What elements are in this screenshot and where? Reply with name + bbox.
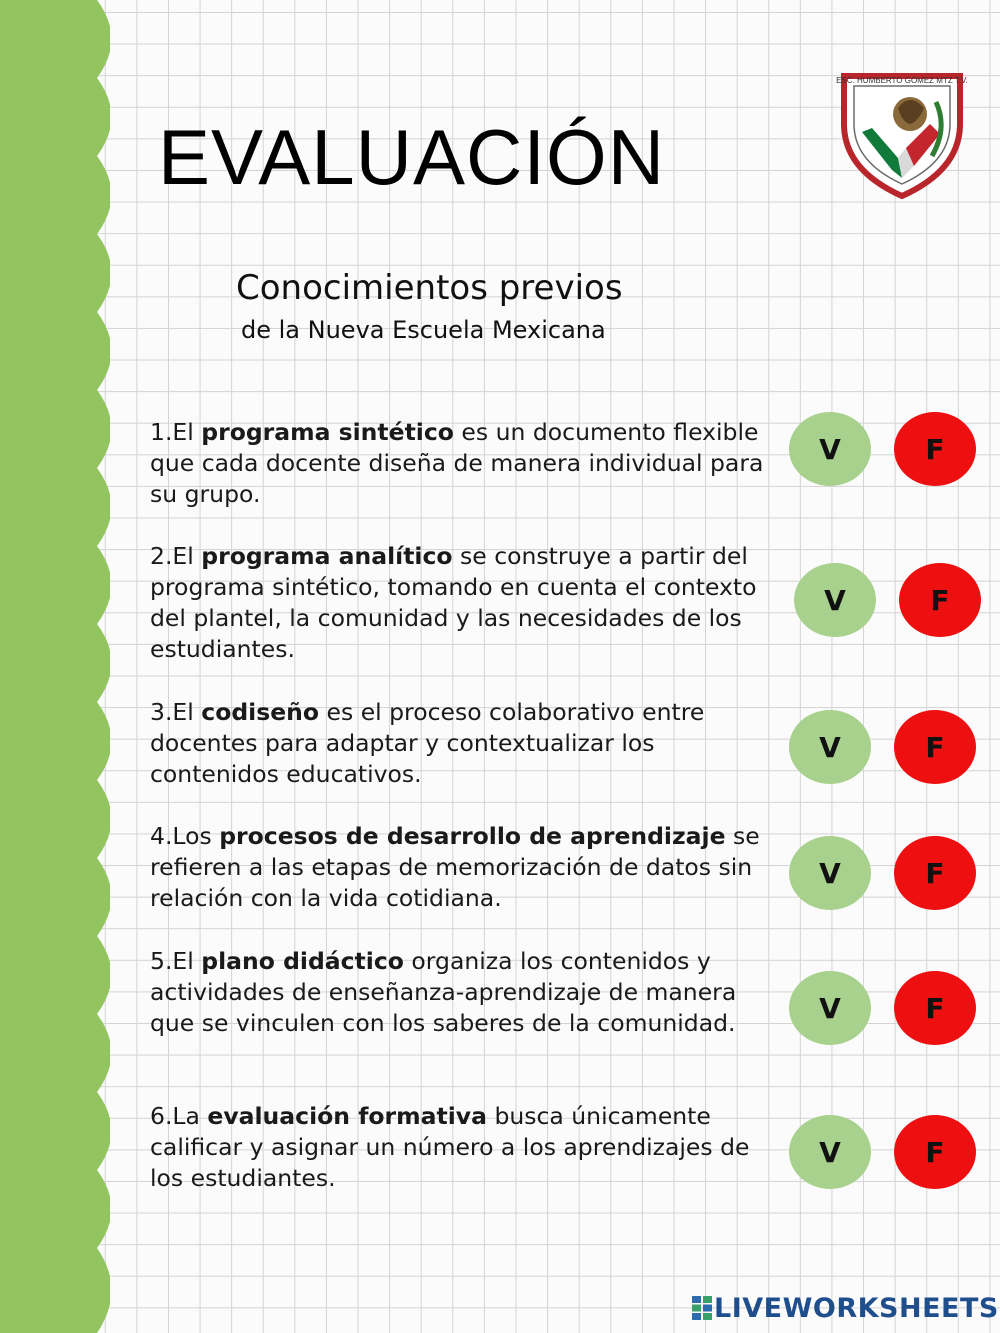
question-text: es el proceso colaborativo entre docentes para adaptar y contextualizar los contenidos educativos. (150, 698, 705, 788)
false-button-5[interactable]: F (894, 971, 976, 1045)
true-button-6[interactable]: V (789, 1115, 871, 1189)
question-text: organiza los contenidos y actividades de enseñanza-aprendizaje de manera que se vinculen con los saberes de la comunidad. (150, 947, 737, 1037)
question-prefix: 6.La (150, 1102, 208, 1130)
true-button-1[interactable]: V (789, 412, 871, 486)
page-title: EVALUACIÓN (158, 113, 666, 201)
question-term: plano didáctico (201, 947, 404, 975)
question-prefix: 2.El (150, 542, 202, 570)
question-5 (150, 946, 780, 1039)
question-prefix: 4.Los (150, 822, 220, 850)
question-text: busca únicamente calificar y asignar un número a los aprendizajes de los estudiantes. (150, 1102, 750, 1192)
true-button-2[interactable]: V (794, 563, 876, 637)
false-button-3[interactable]: F (894, 710, 976, 784)
false-button-4[interactable]: F (894, 836, 976, 910)
question-term: codiseño (201, 698, 320, 726)
false-button-2[interactable]: F (899, 563, 981, 637)
question-term: programa analítico (201, 542, 453, 570)
false-button-1[interactable]: F (894, 412, 976, 486)
true-button-3[interactable]: V (789, 710, 871, 784)
school-shield-logo (832, 62, 972, 202)
question-term: procesos de desarrollo de aprendizaje (219, 822, 726, 850)
liveworksheets-icon (692, 1296, 712, 1320)
question-3 (150, 697, 780, 790)
true-button-5[interactable]: V (789, 971, 871, 1045)
question-text: se construye a partir del programa sintético, tomando en cuenta el contexto del plantel, la comunidad y las necesidades de los estudiantes. (150, 542, 757, 663)
question-6 (150, 1101, 780, 1194)
footer-brand-text: LIVEWORKSHEETS (714, 1292, 999, 1324)
scalloped-border (0, 0, 110, 1333)
question-term: programa sintético (201, 418, 454, 446)
question-term: evaluación formativa (207, 1102, 487, 1130)
page-subtitle: Conocimientos previos (236, 268, 623, 308)
false-button-6[interactable]: F (894, 1115, 976, 1189)
question-prefix: 3.El (150, 698, 202, 726)
question-text: se refieren a las etapas de memorización de datos sin relación con la vida cotidiana. (150, 822, 760, 912)
question-2 (150, 541, 780, 665)
question-4 (150, 821, 780, 914)
logo-text: ESC. HUMBERTO GÓMEZ MTZ T.V. (836, 76, 968, 85)
question-text: es un documento flexible que cada docente diseña de manera individual para su grupo. (150, 418, 764, 508)
page-subtitle-secondary: de la Nueva Escuela Mexicana (241, 316, 606, 344)
question-prefix: 5.El (150, 947, 202, 975)
liveworksheets-brand (692, 1293, 999, 1323)
question-1 (150, 417, 780, 510)
true-button-4[interactable]: V (789, 836, 871, 910)
question-prefix: 1.El (150, 418, 202, 446)
